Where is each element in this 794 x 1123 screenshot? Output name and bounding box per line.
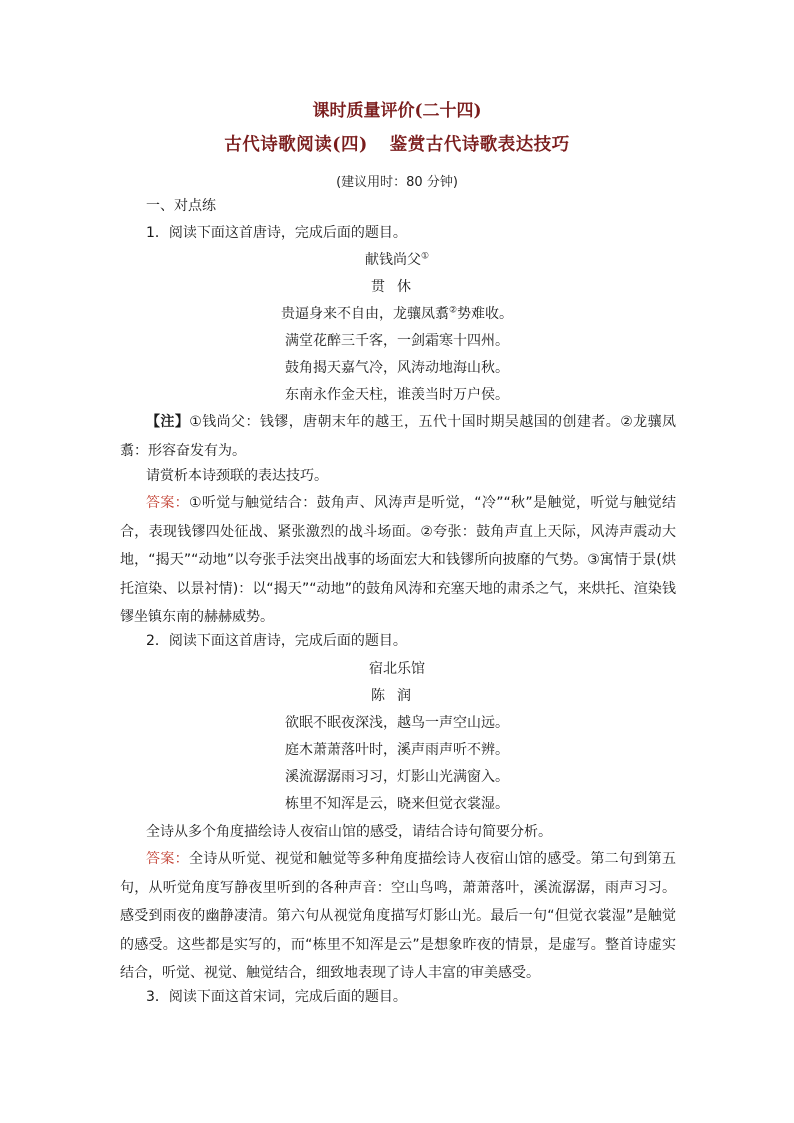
- q2-poem-line: 庭木萧萧落叶时，溪声雨声听不辨。: [285, 742, 509, 758]
- time-suggestion: (建议用时：80 分钟): [336, 175, 458, 190]
- q1-title-note-mark: ①: [420, 251, 430, 262]
- q2-answer: 答案：全诗从听觉、视觉和触觉等多种角度描绘诗人夜宿山馆的感受。第二句到第五句，从听觉角度写静夜里听到的各种声音：空山鸟鸣，萧萧落叶，溪流潺潺，雨声习习。感受到雨夜的幽静凄清。第六句从视觉角度描写灯影山光。最后一句“但觉衣裳湿”是触觉的感受。这些都是实写的，而“栋里不知浑是云”是想象昨夜的情景，是虚写。整首诗虚实结合，听觉、视觉、触觉结合，细致地表现了诗人丰富的审美感受。: [120, 851, 676, 981]
- q1-author: 贯休: [371, 279, 423, 295]
- section-heading: 一、对点练: [146, 198, 216, 214]
- page-title: 课时质量评价(二十四): [312, 101, 482, 121]
- q2-question: 全诗从多个角度描绘诗人夜宿山馆的感受，请结合诗句简要分析。: [146, 824, 552, 840]
- q2-prompt: 2．阅读下面这首唐诗，完成后面的题目。: [146, 633, 407, 649]
- q2-poem-line: 欲眠不眠夜深浅，越鸟一声空山远。: [285, 715, 509, 731]
- q2-poem-line: 溪流潺潺雨习习，灯影山光满窗入。: [285, 769, 509, 785]
- q1-answer: 答案：①听觉与触觉结合：鼓角声、风涛声是听觉，“冷”“秋”是触觉，听觉与触觉结合，表现钱镠四处征战、紧张激烈的战斗场面。②夸张：鼓角声直上天际，风涛声震动大地，“揭天”“动地”以夸张手法突出战事的场面宏大和钱镠所向披靡的气势。③寓情于景(烘托渲染、以景衬情)：以“揭天”“动地”的鼓角风涛和充塞天地的肃杀之气，来烘托、渲染钱镠坐镇东南的赫赫威势。: [120, 495, 677, 625]
- q1-note: 【注】①钱尚父：钱镠，唐朝末年的越王，五代十国时期吴越国的创建者。②龙骧凤翥：形容奋发有为。: [120, 414, 676, 459]
- answer-label: 答案：: [146, 851, 189, 867]
- q1-question: 请赏析本诗颈联的表达技巧。: [146, 468, 328, 484]
- q1-prompt: 1．阅读下面这首唐诗，完成后面的题目。: [146, 225, 407, 241]
- note-label: 【注】: [146, 414, 190, 430]
- q1-poem-line: 满堂花醉三千客，一剑霜寒十四州。: [285, 333, 509, 349]
- page-subtitle: [0, 131, 794, 156]
- q1-poem-line: 东南永作金天柱，谁羡当时万户侯。: [285, 387, 509, 403]
- answer-label: 答案：: [146, 495, 190, 511]
- q3-prompt: 3．阅读下面这首宋词，完成后面的题目。: [146, 989, 407, 1005]
- q2-author: 陈润: [371, 688, 423, 704]
- subtitle-right: 鉴赏古代诗歌表达技巧: [389, 135, 570, 155]
- q2-poem-line: 栋里不知浑是云，晓来但觉衣裳湿。: [285, 796, 509, 812]
- q1-line-note-mark: ②: [448, 305, 458, 316]
- q2-poem-title: 宿北乐馆: [369, 661, 425, 677]
- q1-poem-line: 鼓角揭天嘉气冷，风涛动地海山秋。: [285, 360, 509, 376]
- q1-poem-line: 贵逼身来不自由，龙骧凤翥②势难收。: [280, 305, 514, 322]
- q1-poem-title: 献钱尚父①: [364, 251, 430, 268]
- subtitle-left: 古代诗歌阅读(四): [224, 135, 368, 155]
